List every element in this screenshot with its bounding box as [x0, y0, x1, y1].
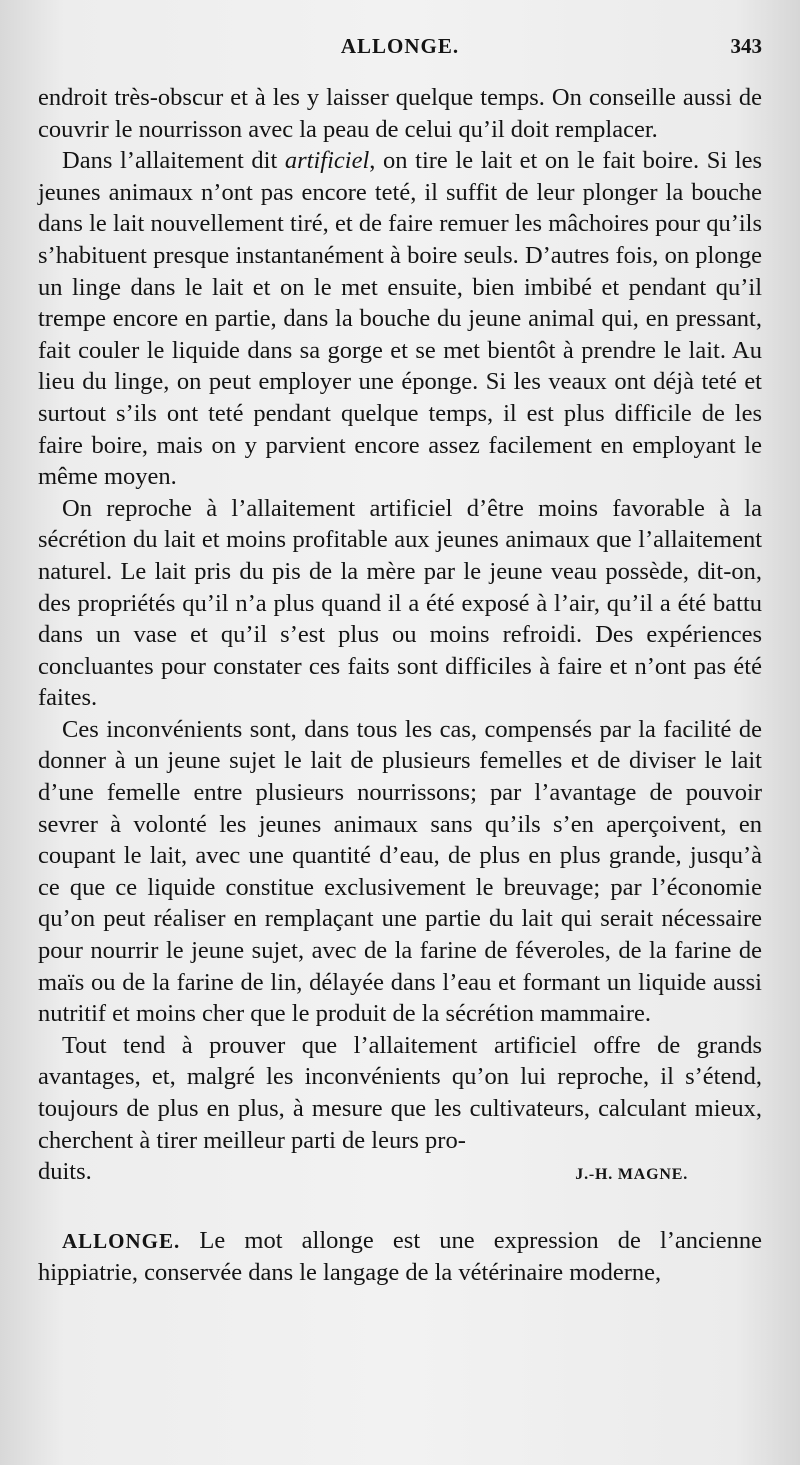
entry-text: Le mot allonge est une expression de l’ancienne hippiatrie, conservée dans le langage de la vétérinaire moderne, — [38, 1226, 762, 1287]
main-text — [38, 82, 762, 1289]
dictionary-entry — [38, 1225, 762, 1289]
paragraph-1: endroit très-obscur et à les y laisser quelque temps. On conseille aussi de couvrir le nourrisson avec la peau de celui qu’il doit remplacer. — [38, 84, 762, 143]
running-header — [38, 34, 762, 64]
paragraph-2-after: , on tire le lait et on le fait boire. Si les jeunes animaux n’ont pas encore teté, il suffit de leur plonger la bouche dans le lait nouvellement tiré, et de faire remuer les mâchoires pour qu’ils s’habituent presque instantanément à boire seuls. D’autres fois, on plonge un linge dans le lait et on le met ensuite, bien imbibé et pendant qu’il trempe encore en partie, dans la bouche du jeune animal qui, en pressant, fait couler le liquide dans sa gorge et se met bientôt à prendre le lait. Au lieu du linge, on peut employer une éponge. Si les veaux ont déjà teté et surtout s’ils ont teté pendant quelque temps, il est plus difficile de les faire boire, mais on y parvient encore assez facilement en employant le même moyen. — [38, 147, 762, 491]
running-title: ALLONGE. — [340, 34, 460, 58]
paragraph-5-last-line: duits. — [38, 1158, 92, 1186]
paragraph-2 — [38, 145, 762, 493]
signature-row — [38, 1156, 762, 1191]
paragraph-3: On reproche à l’allaitement artificiel d’être moins favorable à la sécrétion du lait et moins profitable aux jeunes animaux que l’allaitement naturel. Le lait pris du pis de la mère par le jeune veau possède, dit-on, des propriétés qu’il n’a plus quand il a été exposé à l’air, qu’il a été battu dans un vase et qu’il s’est plus ou moins refroidi. Des expériences concluantes pour constater ces faits sont difficiles à faire et n’ont pas été faites. — [38, 494, 762, 712]
paragraph-2-before: Dans l’allaitement dit — [62, 147, 285, 175]
page-number: 343 — [730, 34, 762, 58]
paragraph-2-emphasis: artificiel — [284, 147, 370, 175]
author-signature: J.-H. MAGNE. — [575, 1166, 688, 1184]
entry-headword: ALLONGE. — [62, 1228, 181, 1253]
paragraph-4: Ces inconvénients sont, dans tous les cas, compensés par la facilité de donner à un jeune sujet le lait de plusieurs femelles et de diviser le lait d’une femelle entre plusieurs nourrissons; par l’avantage de pouvoir sevrer à volonté les jeunes animaux sans qu’ils s’en aperçoivent, en coupant le lait, avec une quantité d’eau, de plus en plus grande, jusqu’à ce que ce liquide constitue exclusivement le breuvage; par l’économie qu’on peut réaliser en remplaçant une partie du lait qui serait nécessaire pour nourrir le jeune sujet, avec de la farine de féveroles, de la farine de maïs ou de la farine de lin, délayée dans l’eau et formant un liquide aussi nutritif et moins cher que le produit de la sécrétion mammaire. — [38, 715, 762, 1028]
paragraph-5: Tout tend à prouver que l’allaitement artificiel offre de grands avantages, et, malgré les inconvénients qu’on lui reproche, il s’étend, toujours de plus en plus, à mesure que les cultivateurs, calculant mieux, cherchent à tirer meilleur parti de leurs pro- — [38, 1031, 762, 1154]
